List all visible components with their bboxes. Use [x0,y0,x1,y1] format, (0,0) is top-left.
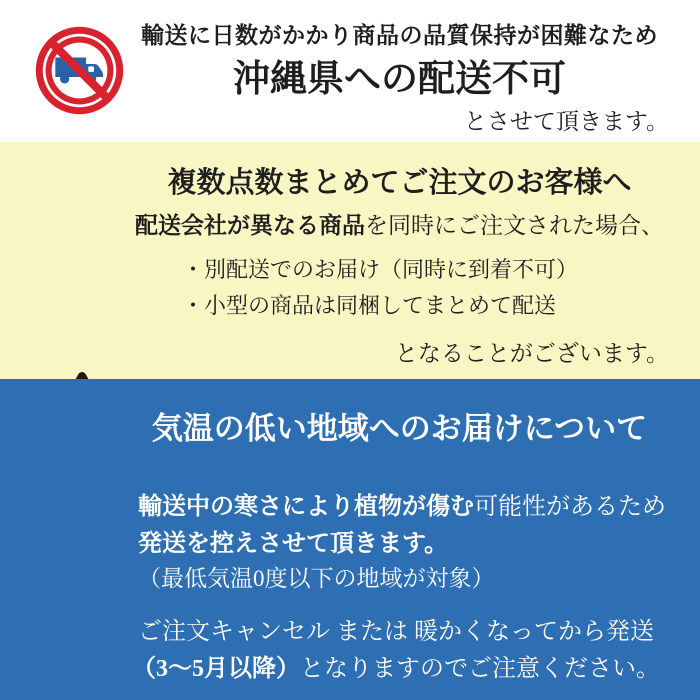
no-trucks-sign-icon [33,24,126,117]
okinawa-notice-section [0,0,700,142]
multi-order-intro-rest: を同時にご注文された場合、 [365,213,664,238]
multi-order-intro [135,207,674,240]
multi-order-intro-bold: 配送会社が異なる商品 [135,213,365,238]
cold-region-options-text: ご注文キャンセル または 暖かくなってから発送 [138,619,654,645]
cold-region-caution-text [132,648,671,683]
okinawa-reason-text: 輸送に日数がかかり商品の品質保持が困難なため [141,23,658,48]
cold-region-caution-bold: （3～5月以降） [132,656,300,682]
okinawa-headline: 沖縄県への配送不可 [233,59,566,100]
cold-region-risk-bold: 輸送中の寒さにより植物が傷む [138,494,474,520]
multi-order-closing-text: となることがございます。 [394,341,669,366]
multi-order-bullet-2: ・小型の商品は同梱してまとめて配送 [182,293,557,318]
cold-region-hold-text: 発送を控えさせて頂きます。 [138,531,449,557]
multi-order-bullet-1: ・別配送でのお届け（同時に到着不可） [182,257,579,282]
cold-region-risk-rest: 可能性があるため [474,494,666,520]
okinawa-closing-text: とさせて頂きます。 [463,109,669,134]
cold-region-risk-text [138,486,677,521]
cold-region-heading: 気温の低い地域へのお届けについて [151,411,648,446]
cold-region-condition-text: （最低気温0度以下の地域が対象） [138,566,495,591]
multi-order-heading: 複数点数まとめてご注文のお客様へ [167,167,632,199]
cold-region-caution-rest: となりますのでご注意ください。 [300,656,660,682]
